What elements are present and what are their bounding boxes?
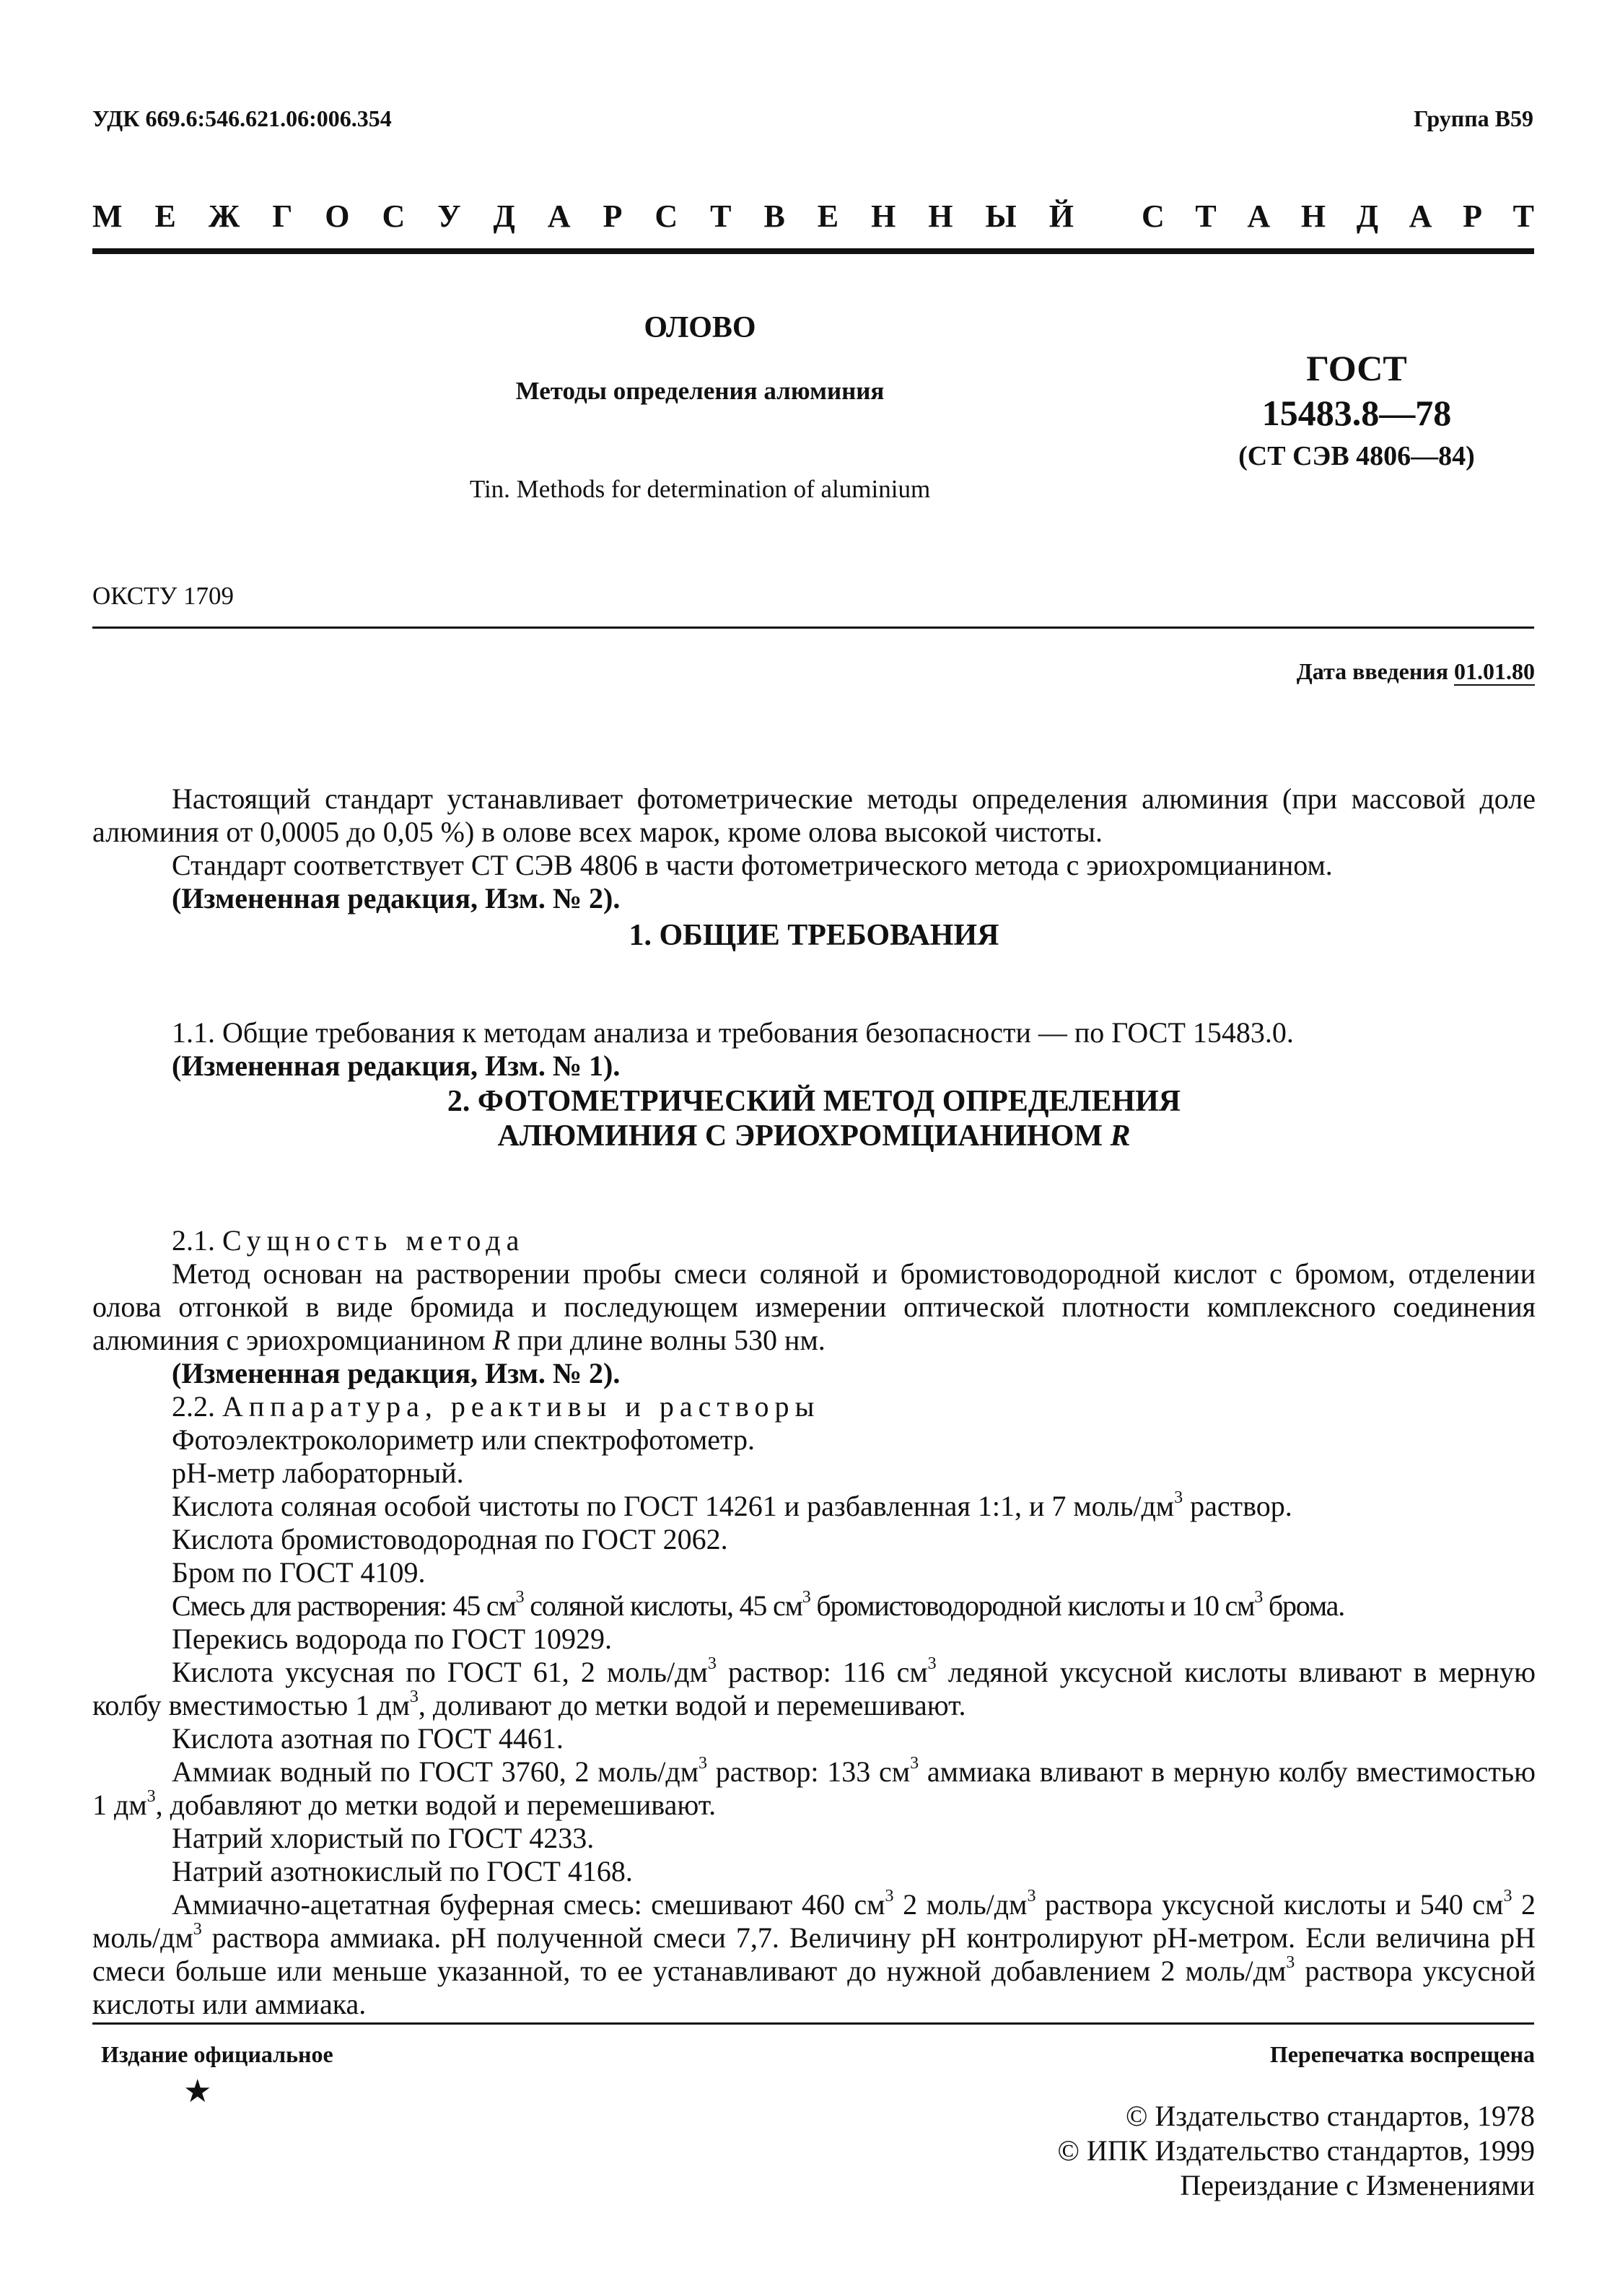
mixture-c: бромистоводородной кислоты и 10 см [816,1589,1255,1622]
reagent-line-11: Натрий хлористый по ГОСТ 4233. [172,1822,595,1854]
banner-letter: Т [1512,198,1534,234]
section-2-heading-line1: 2. ФОТОМЕТРИЧЕСКИЙ МЕТОД ОПРЕДЕЛЕНИЯ [447,1085,1181,1118]
sup-3: 3 [699,1753,708,1773]
banner-letter: А [1409,198,1432,234]
gost-label: ГОСТ [1306,348,1407,388]
banner-letter: Й [1048,198,1074,234]
sup-3: 3 [707,1654,717,1673]
banner-letter: Е [154,198,176,234]
method-text-a: Метод основан на растворении пробы смеси соляной и бромистоводородной кислот с бромом, отделении олова отгонкой в виде бромида и последующем измерении оптической плотности комплексного соединения алюминия с эриохромцианином [92,1257,1536,1356]
section-2-heading-text: АЛЮМИНИЯ С ЭРИОХРОМЦИАНИНОМ [497,1119,1103,1153]
banner-right [1142,198,1534,241]
subsection-2-1-number: 2.1. [172,1224,215,1257]
section-1-change-note: (Измененная редакция, Изм. № 1). [172,1049,621,1082]
doc-subtitle: Методы определения алюминия [515,377,885,405]
intro-change-note: (Измененная редакция, Изм. № 2). [172,882,621,915]
banner-letter: А [547,198,571,234]
acid-a: Кислота уксусная по ГОСТ 61, 2 моль/дм [172,1656,708,1688]
acid-b: раствор: 116 см [728,1656,928,1688]
banner-letter: Т [1195,198,1217,234]
title-rule [92,627,1534,629]
reagent-line-6 [172,1589,1536,1623]
gost-number: 15483.8—78 [1261,393,1452,433]
subsection-2-1-change-note: (Измененная редакция, Изм. № 2). [172,1357,621,1389]
subsection-2-2-heading: Аппаратура, реактивы и растворы [222,1390,820,1423]
ammonia-c: аммиака вливают в мерную колбу вместимостью 1 дм [92,1755,1536,1821]
reagent-line-3 [172,1490,1536,1523]
banner-letter: Н [928,198,953,234]
intro-paragraph-2: Стандарт соответствует СТ СЭВ 4806 в части фотометрического метода с эриохромцианином. [172,849,1333,881]
doc-title: ОЛОВО [644,311,756,344]
reagent-line-5: Бром по ГОСТ 4109. [172,1556,426,1589]
mixture-a: Смесь для растворения: 45 см [172,1589,516,1622]
intro-date [1297,658,1535,685]
reagent-3-tail: раствор. [1190,1490,1292,1522]
sup-3: 3 [1027,1886,1036,1906]
reissue-note: Переиздание с Изменениями [1180,2169,1535,2201]
mixture-b: соляной кислоты, 45 см [530,1589,802,1622]
banner-letter: У [437,198,461,234]
st-sev-number: (СТ СЭВ 4806—84) [1238,441,1475,471]
reagent-paragraph-13 [92,1888,1536,2021]
intro-date-label: Дата введения [1296,658,1448,684]
method-r: R [492,1324,511,1356]
banner-letter: Д [493,198,515,234]
star-icon: ★ [183,2074,212,2109]
sup-3: 3 [409,1687,419,1706]
udk-code: УДК 669.6:546.621.06:006.354 [92,105,392,131]
subsection-2-1-title [172,1224,1536,1257]
intro-date-value: 01.01.80 [1454,658,1535,684]
sup-3: 3 [515,1587,524,1607]
banner-rule [92,248,1534,254]
reagent-line-9: Кислота азотная по ГОСТ 4461. [172,1722,564,1755]
subsection-2-2-number: 2.2. [172,1390,215,1423]
banner-letter: С [382,198,406,234]
acid-d: , доливают до метки водой и перемешивают. [418,1689,966,1721]
ammonia-a: Аммиак водный по ГОСТ 3760, 2 моль/дм [172,1755,699,1788]
oksty-code: ОКСТУ 1709 [92,582,235,610]
reagent-line-12: Натрий азотнокислый по ГОСТ 4168. [172,1855,633,1887]
reagent-line-2: рН-метр лабораторный. [172,1457,464,1489]
subsection-2-1-paragraph [92,1257,1536,1357]
english-title: Tin. Methods for determination of aluminium [469,475,931,503]
buffer-f: раствора уксусной кислоты или аммиака. [92,1955,1536,2020]
banner-letter: В [763,198,785,234]
ammonia-d: , добавляют до метки водой и перемешивают. [155,1789,717,1821]
intro-paragraph-1: Настоящий стандарт устанавливает фотометрические методы определения алюминия (при массовой доле алюминия от 0,0005 до 0,05 %) в олове всех марок, кроме олова высокой чистоты. [92,782,1536,848]
sup-3: 3 [802,1587,810,1607]
section-2-heading-line2 [92,1119,1536,1153]
official-edition: Издание официальное [101,2041,333,2067]
buffer-b: 2 моль/дм [903,1888,1028,1921]
banner-letter: Р [603,198,623,234]
section-2-heading-r: R [1110,1119,1131,1153]
reagent-line-1: Фотоэлектроколориметр или спектрофотометр. [172,1423,756,1456]
acid-c: ледяной уксусной кислоты вливают в мерную колбу вместимостью 1 дм [92,1656,1536,1721]
sup-3: 3 [885,1886,894,1906]
buffer-e: раствора аммиака. рН полученной смеси 7,7. Величину рН контролируют рН-метром. Если величина рН смеси больше или меньше указанной, то ее устанавливают до нужной добавлением 2 моль/дм [92,1921,1536,1987]
sup-3: 3 [1503,1886,1512,1906]
footer-rule [92,2022,1534,2025]
sup-3: 3 [1254,1587,1263,1607]
sup-3: 3 [146,1786,156,1806]
sup-3: 3 [910,1753,919,1773]
copyright-1999: © ИПК Издательство стандартов, 1999 [1057,2134,1535,2167]
reagent-line-7: Перекись водорода по ГОСТ 10929. [172,1623,613,1655]
banner-title [92,198,1534,241]
banner-letter: Г [272,198,293,234]
subsection-2-1-heading: Сущность метода [222,1224,525,1257]
banner-letter: Н [1300,198,1326,234]
banner-letter: Е [817,198,839,234]
banner-letter: С [1142,198,1165,234]
banner-letter: Д [1356,198,1378,234]
sup-3: 3 [927,1654,937,1673]
mixture-d: брома. [1268,1589,1345,1622]
reagent-paragraph-10 [92,1755,1536,1822]
reagent-3-text: Кислота соляная особой чистоты по ГОСТ 14261 и разбавленная 1:1, и 7 моль/дм [172,1490,1175,1522]
sup-3: 3 [1286,1952,1295,1972]
buffer-d: 2 моль/дм [92,1888,1536,1954]
buffer-c: раствора уксусной кислоты и 540 см [1045,1888,1504,1921]
reagent-paragraph-8 [92,1656,1536,1722]
subsection-2-2-title [172,1390,1536,1423]
banner-letter: Ы [985,198,1017,234]
group-code: Группа В59 [1414,105,1533,131]
buffer-a: Аммиачно-ацетатная буферная смесь: смешивают 460 см [172,1888,885,1921]
banner-letter: Ж [208,198,240,234]
banner-letter: Н [871,198,896,234]
section-1-heading: 1. ОБЩИЕ ТРЕБОВАНИЯ [629,919,999,952]
banner-letter: С [654,198,678,234]
method-text-b: при длине волны 530 нм. [517,1324,826,1356]
section-1-paragraph: 1.1. Общие требования к методам анализа и требования безопасности — по ГОСТ 15483.0. [172,1016,1294,1049]
sup-3: 3 [1174,1488,1183,1507]
ammonia-b: раствор: 133 см [715,1755,911,1788]
sup-3: 3 [193,1919,202,1939]
reprint-forbidden: Перепечатка воспрещена [1269,2041,1535,2067]
banner-letter: Р [1463,198,1482,234]
reagent-line-4: Кислота бромистоводородная по ГОСТ 2062. [172,1523,728,1555]
banner-letter: А [1247,198,1271,234]
banner-left [92,198,1074,241]
banner-letter: М [92,198,123,234]
copyright-1978: © Издательство стандартов, 1978 [1125,2100,1535,2132]
banner-letter: О [325,198,350,234]
banner-letter: Т [710,198,732,234]
